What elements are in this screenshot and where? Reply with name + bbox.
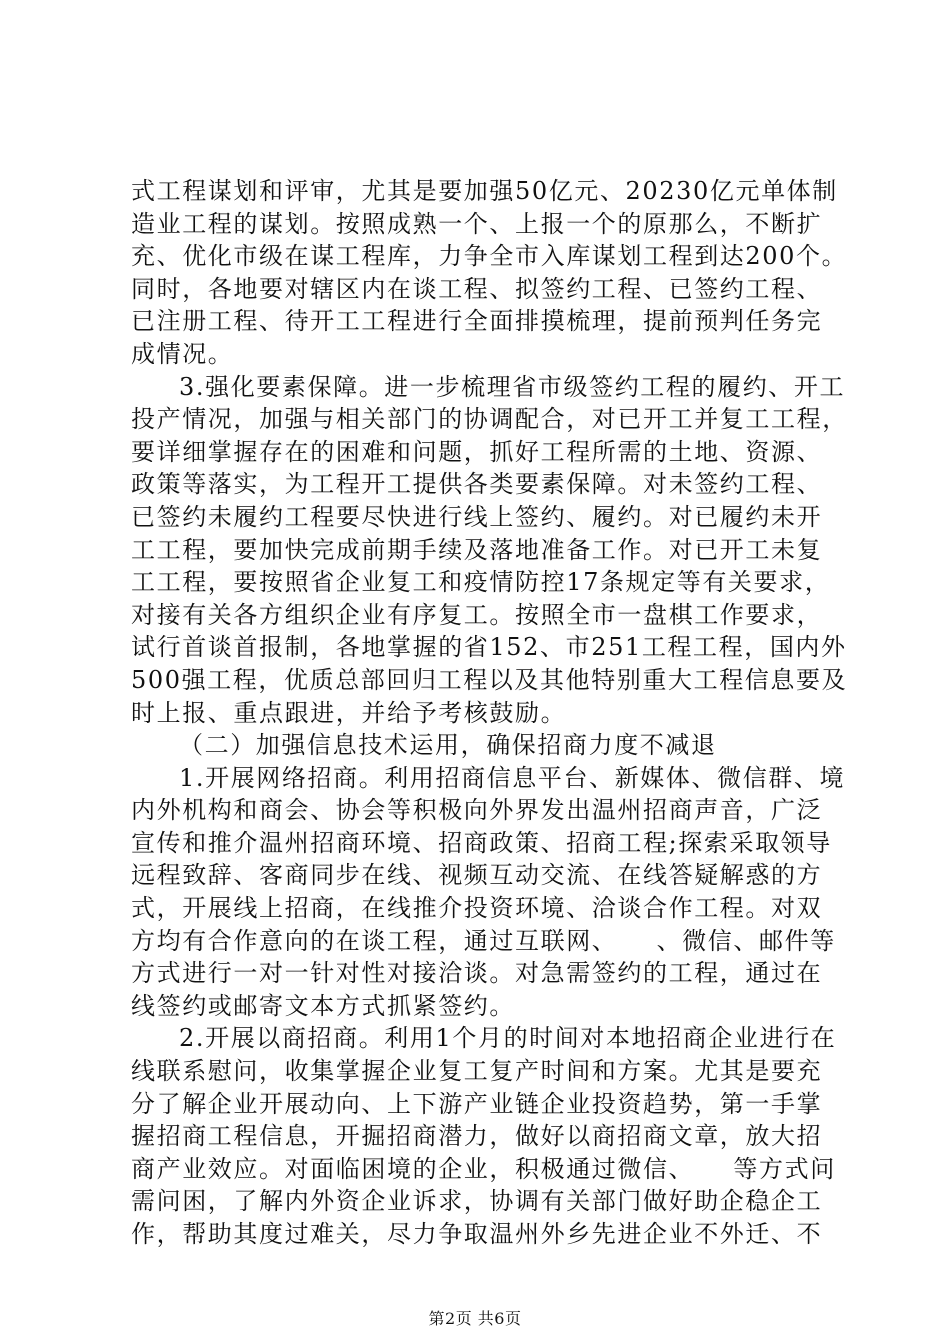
paragraph-start-line: 1.开展网络招商。利用招商信息平台、新媒体、微信群、境 [179,763,846,792]
text-line: 方式进行一对一针对性对接洽谈。对急需签约的工程，通过在 [131,959,823,988]
paragraph-start-line: 3.强化要素保障。进一步梳理省市级签约工程的履约、开工 [179,372,846,401]
text-line: 同时，各地要对辖区内在谈工程、拟签约工程、已签约工程、 [131,274,823,303]
text-line: 作，帮助其度过难关，尽力争取温州外乡先进企业不外迁、不 [131,1220,823,1248]
text-line: 工工程，要按照省企业复工和疫情防控17条规定等有关要求， [131,568,831,597]
text-line: 要详细掌握存在的困难和问题，抓好工程所需的土地、资源、 [131,437,823,466]
text-line: 式，开展线上招商，在线推介投资环境、洽谈合作工程。对双 [131,894,823,923]
text-line: 成情况。 [131,339,234,368]
page-number-footer: 第2页 共6页 [428,1309,522,1328]
text-line: 握招商工程信息，开掘招商潜力，做好以商招商文章，放大招 [131,1122,823,1151]
text-line: 政策等落实，为工程开工提供各类要素保障。对未签约工程、 [131,470,823,499]
text-line: 线签约或邮寄文本方式抓紧签约。 [131,991,515,1020]
text-line: 方均有合作意向的在谈工程，通过互联网、 、微信、邮件等 [131,926,836,955]
text-line: 工工程，要加快完成前期手续及落地准备工作。对已开工未复 [131,535,823,564]
text-line: 内外机构和商会、协会等积极向外界发出温州招商声音，广泛 [131,796,823,825]
text-line: 时上报、重点跟进，并给予考核鼓励。 [131,698,567,727]
text-line: 式工程谋划和评审，尤其是要加强50亿元、20230亿元单体制 [131,177,838,205]
text-line: 商产业效应。对面临困境的企业，积极通过微信、 等方式问 [131,1154,836,1183]
text-line: 需问困，了解内外资企业诉求，协调有关部门做好助企稳企工 [131,1187,823,1216]
text-line: 充、优化市级在谋工程库，力争全市入库谋划工程到达200个。 [131,242,848,271]
text-line: 造业工程的谋划。按照成熟一个、上报一个的原那么，不断扩 [131,209,823,238]
text-line: 对接有关各方组织企业有序复工。按照全市一盘棋工作要求， [131,600,823,629]
text-line: 500强工程，优质总部回归工程以及其他特别重大工程信息要及 [131,665,848,694]
text-line: 已签约未履约工程要尽快进行线上签约、履约。对已履约未开 [131,502,823,531]
text-line: 已注册工程、待开工工程进行全面排摸梳理，提前预判任务完 [131,307,823,336]
section-heading: （二）加强信息技术运用，确保招商力度不减退 [179,731,717,760]
text-line: 投产情况，加强与相关部门的协调配合，对已开工并复工工程， [131,405,848,434]
text-line: 远程致辞、客商同步在线、视频互动交流、在线答疑解惑的方 [131,861,823,890]
text-line: 分了解企业开展动向、上下游产业链企业投资趋势，第一手掌 [131,1089,823,1118]
text-line: 试行首谈首报制，各地掌握的省152、市251工程工程，国内外 [131,633,847,662]
text-line: 宣传和推介温州招商环境、招商政策、招商工程;探索采取领导 [131,828,832,857]
paragraph-start-line: 2.开展以商招商。利用1个月的时间对本地招商企业进行在 [179,1024,837,1053]
body-text [131,175,848,1251]
text-line: 线联系慰问，收集掌握企业复工复产时间和方案。尤其是要充 [131,1057,823,1086]
